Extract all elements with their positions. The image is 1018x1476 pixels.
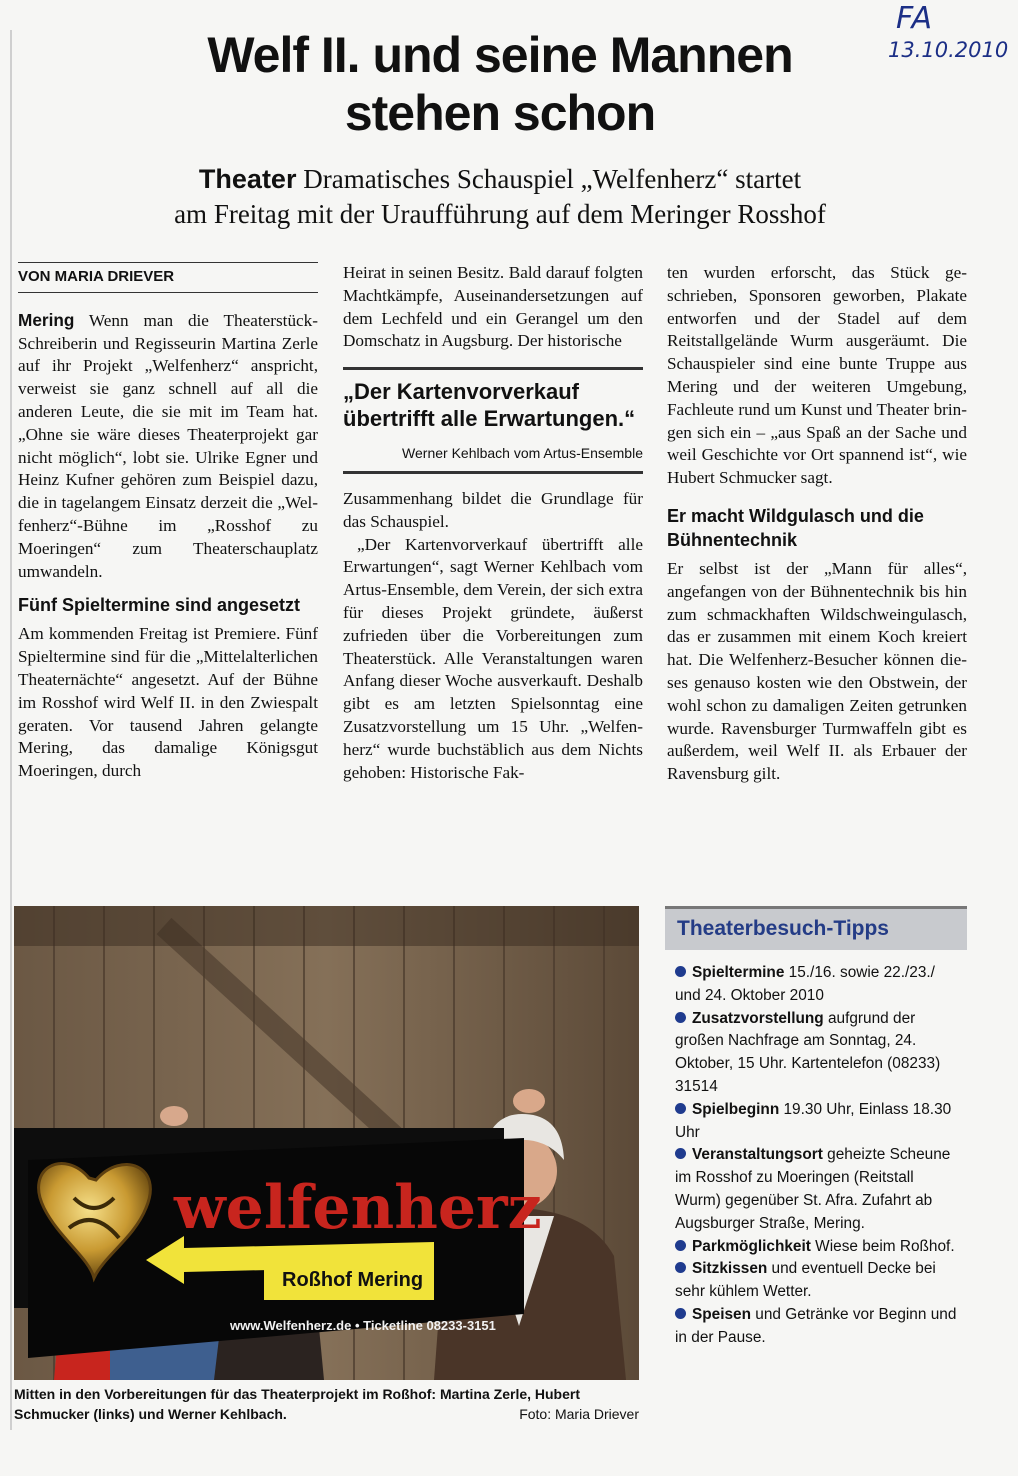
byline: VON MARIA DRIEVER: [18, 262, 318, 293]
pull-quote-author: Werner Kehlbach vom Artus-Ensemble: [402, 445, 643, 462]
paragraph: [18, 309, 318, 584]
bullet-icon: [675, 1308, 686, 1319]
bullet-icon: [675, 1012, 686, 1023]
subheadline-line-1: Dramatisches Schauspiel „Welfenherz“ startet: [303, 164, 802, 194]
dateline: Mering: [18, 309, 75, 330]
subheadline: [20, 162, 980, 232]
tip-text: 19.30 Uhr, Einlass 18.30 Uhr: [675, 1100, 952, 1141]
paragraph: „Der Kartenvorverkauf übertrifft alle Erwartungen“, sagt Werner Kehlbach vom Artus-Ensemble, dem Verein, der sich extra für dieses Projekt gründete, äußerst zufrieden über die Vorbereitungen zum Theaterstück. Alle Veranstaltungen waren Anfang dieser Woche ausverkauft. Deshalb gibt es am letzten Spielsonntag eine Zusatzvorstellung um 15 Uhr. „Welfenherz“ wurde buchstäblich aus dem Nichts gehoben: Historische Fak-: [343, 534, 643, 782]
article-photo: [14, 906, 639, 1380]
tip-item: [675, 1236, 957, 1259]
bullet-icon: [675, 1240, 686, 1251]
tip-text: Wiese beim Roßhof.: [810, 1237, 955, 1255]
photo-caption: [14, 1384, 639, 1424]
subheadline-line-2: am Freitag mit der Uraufführung auf dem Meringer Rosshof: [174, 199, 826, 229]
paragraph: Zusammenhang bildet die Grundlage für das Schauspiel.: [343, 488, 643, 531]
tip-keyword: Sitzkissen: [692, 1260, 768, 1278]
banner-place: Roßhof Mering: [282, 1269, 424, 1291]
tip-text: und Getränke vor Beginn und in der Pause.: [675, 1305, 957, 1346]
handnote-date: 13.10.2010: [888, 38, 1009, 62]
banner-title: welfenherz: [174, 1173, 542, 1243]
tip-item: [675, 1144, 957, 1235]
tip-keyword: Zusatzvorstellung: [692, 1009, 824, 1027]
pull-quote: [343, 367, 643, 474]
bullet-icon: [675, 966, 686, 977]
tip-item: [675, 962, 957, 1008]
tip-keyword: Veranstaltungsort: [692, 1146, 823, 1164]
bullet-icon: [675, 1148, 686, 1159]
subheading: Er macht Wildgulasch und die Bühnentechnik: [667, 505, 924, 550]
headline-line-1: Welf II. und seine Mannen: [207, 27, 793, 83]
bullet-icon: [675, 1262, 686, 1273]
paragraph: Heirat in seinen Besitz. Bald darauf folgten Machtkämpfe, Auseinandersetzungen auf dem Lechfeld und ein Gerangel um den Domschatz in Augsburg. Der historische: [343, 263, 643, 351]
page-edge: [10, 30, 12, 1430]
article-column-1: [18, 262, 318, 783]
bullet-icon: [675, 1103, 686, 1114]
paragraph-text: Wenn man die Theaterstück-Schreiberin und Regisseurin Martina Zerle auf ihr Projekt „Welfenherz“ anspricht, verweist sie ganz schnell auf all die anderen Leute, die sie mit im Team hat. „Ohne sie wäre dieses Theaterprojekt gar nicht möglich“, lobt sie. Ulrike Egner und Heinz Kufner gehören zum Beispiel dazu, die in tagelangem Einsatz derzeit die „Welfenherz“-Bühne im „Rosshof zu Moeringen“ zum Theaterschauplatz umwandeln.: [18, 310, 318, 581]
paragraph: ten wurden erforscht, das Stück geschrieben, Sponsoren geworben, Plakate entworfen und der Stadel auf dem Reitstallgelände Wurm ausgeräumt. Die Schauspieler sind eine bunte Truppe aus Mering und der weiteren Umgebung, Fachleute rund um Kunst und Theater bringen sich ein – „aus Spaß an der Sache und weil Geschichte vor Ort spannend ist“, wie Hubert Schmucker sagt.: [667, 263, 967, 488]
tip-text: 15./16. sowie 22./23./ und 24. Oktober 2010: [675, 964, 935, 1004]
paragraph: Am kommenden Freitag ist Premiere. Fünf Spieltermine sind für die „Mittelalterlichen Theaternächte“ angesetzt. Auf der Bühne im Rosshof wird Welf II. in den Zwiespalt geraten. Vor tausend Jahren gelangte Mering, das damalige Königsgut Moeringen, durch: [18, 624, 318, 781]
tip-text: geheizte Scheune im Rosshof zu Moeringen (Reitstall Wurm) gegenüber St. Afra. Zufahrt ab Augsburger Straße, Mering.: [675, 1146, 951, 1232]
subheadline-kicker: Theater: [198, 164, 297, 194]
handnote-initials: FA: [896, 1, 933, 36]
headline-line-2: stehen schon: [344, 85, 656, 141]
article-column-2: [343, 262, 643, 784]
tip-text: und eventuell Decke bei sehr kühlem Wetter.: [675, 1260, 936, 1301]
subheading: Fünf Spieltermine sind angesetzt: [18, 595, 301, 616]
tips-box: [665, 906, 967, 1435]
tip-item: [675, 1258, 957, 1304]
headline: [20, 26, 980, 142]
photo-credit: Foto: Maria Driever: [519, 1406, 639, 1422]
tip-keyword: Parkmöglichkeit: [692, 1237, 811, 1255]
tip-keyword: Spieltermine: [692, 964, 785, 981]
tips-list: [665, 950, 967, 1350]
tip-keyword: Speisen: [692, 1305, 752, 1323]
photo-illustration: [14, 906, 639, 1380]
caption-text: Mitten in den Vorbereitungen für das Theaterprojekt im Roßhof: Martina Zerle, Hubert Schmucker (links) und Werner Kehlbach.: [14, 1386, 581, 1422]
tip-item: [675, 1008, 957, 1099]
banner-footer: www.Welfenherz.de • Ticketline 08233-3151: [230, 1318, 496, 1333]
tip-item: [675, 1304, 957, 1350]
tips-title: Theaterbesuch-Tipps: [665, 909, 967, 950]
paragraph: Er selbst ist der „Mann für alles“, angefangen von der Bühnentechnik bis hin zum schmackhaften Wildschweingulasch, das er zusammen mit einem Koch kreiert hat. Die Welfenherz-Besucher können dieses genauso kosten wie den Obstwein, der wohl schon zu damaligen Zeiten getrunken wurde. Ravensburger Turmwaffeln gibt es außerdem, weil Welf II. als Erbauer der Ravensburg gilt.: [667, 558, 967, 784]
pull-quote-text: „Der Kartenvorverkauf übertrifft alle Erwartungen.“: [343, 379, 636, 432]
tip-item: [675, 1099, 957, 1145]
tip-keyword: Spielbeginn: [692, 1100, 780, 1118]
tip-text: aufgrund der großen Nachfrage am Sonntag, 24. Oktober, 15 Uhr. Kartentelefon (08233) 31514: [675, 1009, 941, 1095]
article-column-3: [667, 262, 967, 786]
